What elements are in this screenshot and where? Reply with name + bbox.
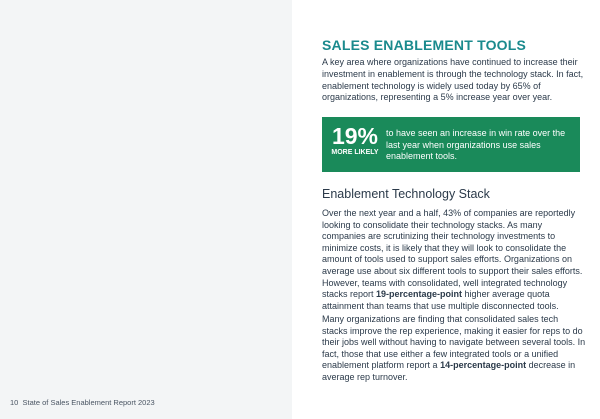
- stat-number: 19%: [331, 123, 379, 149]
- report-title: State of Sales Enablement Report 2023: [22, 398, 155, 407]
- stat-label: MORE LIKELY: [331, 149, 379, 156]
- subsection-title: Enablement Technology Stack: [322, 187, 490, 201]
- page-footer: [10, 398, 155, 407]
- para1-text-b: higher average quota attainment than teams that use multiple disconnected tools.: [322, 289, 559, 311]
- section-title: SALES ENABLEMENT TOOLS: [322, 37, 527, 53]
- intro-paragraph: A key area where organizations have continued to increase their investment in enablement is through the technology stack. In fact, enablement technology is widely used today by 65% of organizations, representing a 5% increase year over year.: [322, 57, 584, 103]
- body-paragraph-2: [322, 314, 586, 384]
- stat-description: to have seen an increase in win rate over the last year when organizations use sales enablement tools.: [386, 128, 566, 161]
- stat-callout-box: [322, 117, 580, 172]
- para2-highlight: 14-percentage-point: [440, 360, 527, 371]
- para2-text-a: Many organizations are finding that consolidated sales tech stacks improve the rep experience, making it easier for reps to do their jobs well without having to navigate between several tools. In fact, those that use either a few integrated tools or a unified enablement platform report a: [322, 314, 586, 371]
- para1-text-a: Over the next year and a half, 43% of companies are reportedly looking to consolidate their technology stacks. As many companies are scrutinizing their technology investments to minimize costs, it is likely that they will look to consolidate the amount of tools used to support sales efforts. Organizations on average use about six different tools to support their sales efforts. However, teams with consolidated, well integrated technology stacks report: [322, 208, 583, 300]
- page-number: 10: [10, 398, 19, 407]
- body-paragraph-1: [322, 208, 586, 312]
- left-blank-panel: [0, 0, 292, 419]
- para2-text-b: decrease in average rep turnover.: [322, 360, 576, 382]
- para1-highlight: 19-percentage-point: [376, 289, 463, 300]
